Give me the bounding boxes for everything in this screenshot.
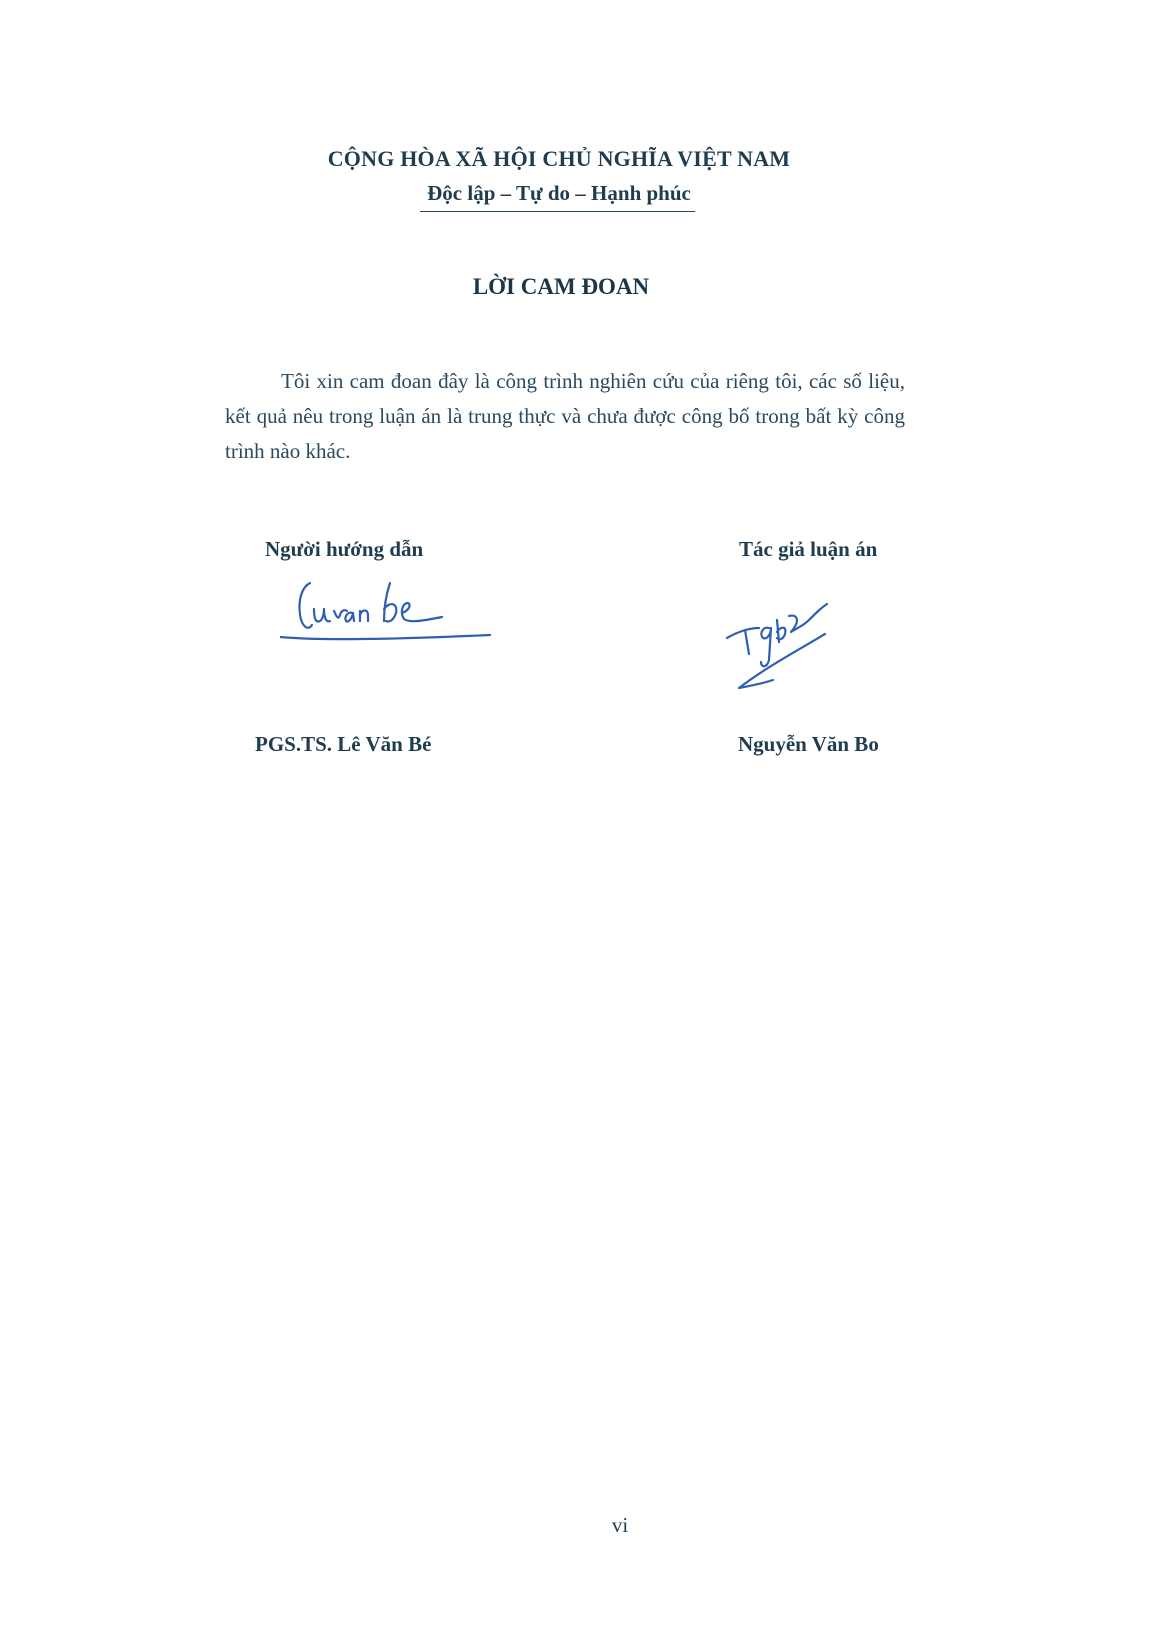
author-signature — [725, 598, 860, 713]
author-name: Nguyễn Văn Bo — [738, 732, 879, 756]
document-title: LỜI CAM ĐOAN — [472, 274, 650, 299]
supervisor-name: PGS.TS. Lê Văn Bé — [255, 732, 432, 756]
national-motto: Độc lập – Tự do – Hạnh phúc — [427, 181, 691, 205]
page-number: vi — [611, 1513, 629, 1537]
country-heading: CỘNG HÒA XÃ HỘI CHỦ NGHĨA VIỆT NAM — [327, 146, 791, 171]
supervisor-role-label: Người hướng dẫn — [265, 537, 424, 561]
author-role-label: Tác giả luận án — [739, 537, 878, 561]
motto-underline — [420, 211, 695, 212]
supervisor-signature — [280, 575, 515, 670]
declaration-paragraph: Tôi xin cam đoan đây là công trình nghiên cứu của riêng tôi, các số liệu, kết quả nêu trong luận án là trung thực và chưa được công bố trong bất kỳ công trình nào khác. — [225, 369, 905, 463]
